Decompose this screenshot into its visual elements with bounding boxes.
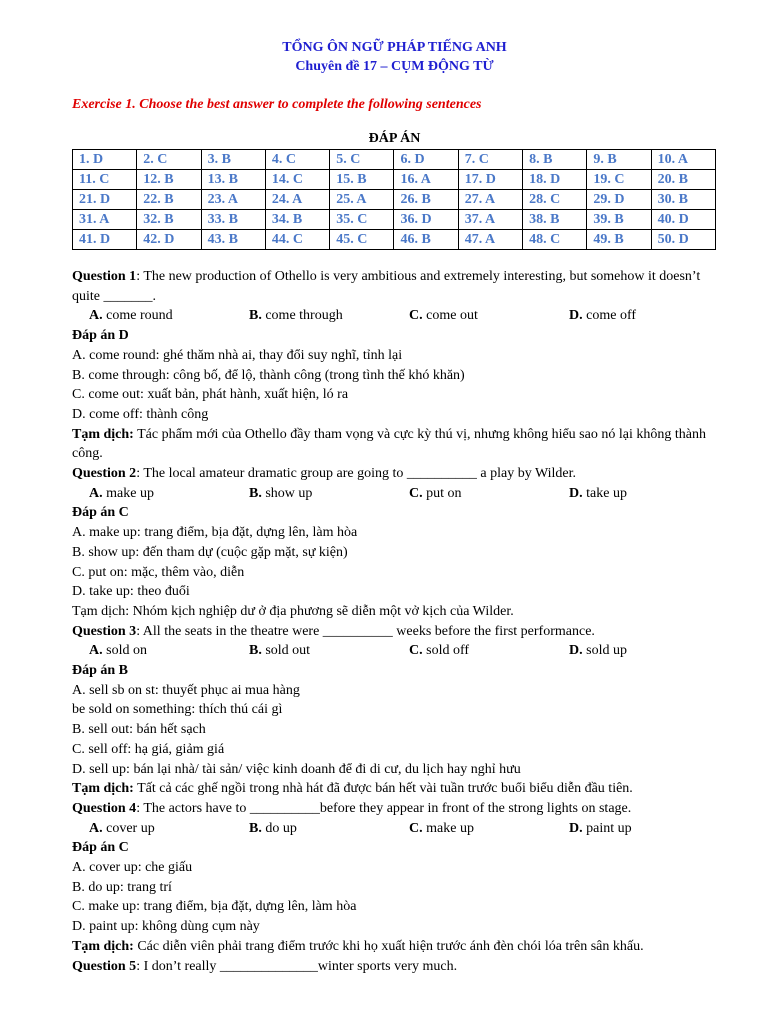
question-4-translation: Tạm dịch: Các diễn viên phải trang điểm trước khi họ xuất hiện trước ánh đèn chói lóa trên sân khấu. <box>72 938 644 954</box>
option-d: D. sold up <box>569 643 627 659</box>
answer-key-cell: 1. D <box>73 150 137 170</box>
answer-key-cell: 4. C <box>265 150 329 170</box>
document-subtitle: Chuyên đề 17 – CỤM ĐỘNG TỪ <box>295 59 494 74</box>
answer-key-cell: 19. C <box>587 170 651 190</box>
exercise-title: Exercise 1. Choose the best answer to complete the following sentences <box>72 97 482 112</box>
option-a: A. sold on <box>89 643 147 659</box>
question-2-options <box>72 484 717 504</box>
answer-key-cell: 5. C <box>330 150 394 170</box>
answer-key-cell: 36. D <box>394 210 458 230</box>
explanation-line: D. take up: theo đuổi <box>72 584 190 600</box>
answer-key-cell: 9. B <box>587 150 651 170</box>
option-b: B. show up <box>249 485 313 501</box>
question-3-stem <box>72 622 717 642</box>
question-1-options <box>72 306 717 326</box>
answer-key-cell: 31. A <box>73 210 137 230</box>
question-text: : I don’t really ______________winter sports very much. <box>136 958 458 974</box>
answer-key-cell: 15. B <box>330 170 394 190</box>
answer-key-cell: 2. C <box>137 150 201 170</box>
question-3-answer: Đáp án B <box>72 663 129 679</box>
question-2-translation: Tạm dịch: Nhóm kịch nghiệp dư ở địa phương sẽ diễn một vở kịch của Wilder. <box>72 603 514 619</box>
answer-key-row <box>73 170 716 190</box>
answer-key-cell: 16. A <box>394 170 458 190</box>
question-label: Question 3 <box>72 623 137 639</box>
answer-key-cell: 21. D <box>73 190 137 210</box>
answer-key-cell: 30. B <box>651 190 715 210</box>
questions-content <box>72 267 717 976</box>
answer-key-cell: 41. D <box>73 230 137 250</box>
answer-key-table <box>72 149 716 250</box>
question-4-answer: Đáp án C <box>72 840 129 856</box>
answer-key-cell: 43. B <box>201 230 265 250</box>
question-text: : The new production of Othello is very ambitious and extremely interesting, but somehow it doesn’t quite _______. <box>72 269 701 304</box>
question-2-answer: Đáp án C <box>72 505 129 521</box>
option-b: B. sold out <box>249 643 311 659</box>
answer-key-row <box>73 150 716 170</box>
option-d: D. take up <box>569 485 627 501</box>
answer-key-cell: 18. D <box>523 170 587 190</box>
answer-key-cell: 14. C <box>265 170 329 190</box>
explanation-line: C. put on: mặc, thêm vào, diễn <box>72 564 245 580</box>
answer-key-heading: ĐÁP ÁN <box>368 131 421 146</box>
answer-key-cell: 22. B <box>137 190 201 210</box>
answer-key-cell: 13. B <box>201 170 265 190</box>
answer-key-cell: 10. A <box>651 150 715 170</box>
answer-key-row <box>73 190 716 210</box>
question-5-stem <box>72 957 717 977</box>
option-c: C. sold off <box>409 643 470 659</box>
answer-key-cell: 46. B <box>394 230 458 250</box>
question-text: : All the seats in the theatre were __________ weeks before the first performance. <box>136 623 595 639</box>
option-d: D. come off <box>569 308 637 324</box>
question-1-translation: Tạm dịch: Tác phẩm mới của Othello đầy tham vọng và cực kỳ thú vị, nhưng không hiểu sao nó lại không thành công. <box>72 426 706 462</box>
explanation-line: A. make up: trang điểm, bịa đặt, dựng lên, làm hòa <box>72 525 358 541</box>
question-label: Question 4 <box>72 800 137 816</box>
answer-key-cell: 44. C <box>265 230 329 250</box>
option-c: C. put on <box>409 485 462 501</box>
explanation-line: D. paint up: không dùng cụm này <box>72 919 260 935</box>
answer-key-cell: 33. B <box>201 210 265 230</box>
explanation-line: B. sell out: bán hết sạch <box>72 722 206 738</box>
answer-key-cell: 26. B <box>394 190 458 210</box>
explanation-line: A. come round: ghé thăm nhà ai, thay đổi suy nghĩ, tỉnh lại <box>72 347 403 363</box>
explanation-line: C. sell off: hạ giá, giảm giá <box>72 741 225 757</box>
answer-key-row <box>73 230 716 250</box>
question-label: Question 5 <box>72 958 137 974</box>
question-3-options <box>72 641 717 661</box>
answer-key-cell: 20. B <box>651 170 715 190</box>
answer-key-cell: 35. C <box>330 210 394 230</box>
option-b: B. come through <box>249 308 343 324</box>
explanation-line: A. cover up: che giấu <box>72 860 193 876</box>
explanation-line: C. come out: xuất bản, phát hành, xuất hiện, ló ra <box>72 387 349 403</box>
option-c: C. make up <box>409 820 474 836</box>
explanation-line: D. sell up: bán lại nhà/ tài sản/ việc kinh doanh để đi di cư, du lịch hay nghỉ hưu <box>72 761 521 777</box>
question-2-stem <box>72 464 717 484</box>
explanation-line: B. come through: công bố, để lộ, thành công (trong tình thế khó khăn) <box>72 367 465 383</box>
answer-key-cell: 23. A <box>201 190 265 210</box>
explanation-line: be sold on something: thích thú cái gì <box>72 702 283 718</box>
answer-key-cell: 50. D <box>651 230 715 250</box>
option-b: B. do up <box>249 820 297 836</box>
question-label: Question 1 <box>72 269 137 284</box>
answer-key-row <box>73 210 716 230</box>
explanation-line: A. sell sb on st: thuyết phục ai mua hàng <box>72 682 300 698</box>
answer-key-cell: 47. A <box>458 230 522 250</box>
answer-key-cell: 48. C <box>523 230 587 250</box>
answer-key-cell: 3. B <box>201 150 265 170</box>
question-4-stem <box>72 799 717 819</box>
answer-key-cell: 34. B <box>265 210 329 230</box>
answer-key-cell: 38. B <box>523 210 587 230</box>
answer-key-cell: 37. A <box>458 210 522 230</box>
answer-key-cell: 11. C <box>73 170 137 190</box>
question-3-translation: Tạm dịch: Tất cả các ghế ngồi trong nhà hát đã được bán hết vài tuần trước buổi biểu diễn đầu tiên. <box>72 781 633 797</box>
answer-key-cell: 49. B <box>587 230 651 250</box>
question-text: : The actors have to __________before they appear in front of the strong lights on stage. <box>136 800 632 816</box>
option-a: A. make up <box>89 485 154 501</box>
question-1-stem <box>72 267 717 306</box>
answer-key-cell: 32. B <box>137 210 201 230</box>
explanation-line: C. make up: trang điểm, bịa đặt, dựng lên, làm hòa <box>72 899 357 915</box>
answer-key-cell: 39. B <box>587 210 651 230</box>
explanation-line: B. show up: đến tham dự (cuộc gặp mặt, sự kiện) <box>72 544 348 560</box>
answer-key-cell: 8. B <box>523 150 587 170</box>
answer-key-cell: 28. C <box>523 190 587 210</box>
explanation-line: B. do up: trang trí <box>72 879 172 895</box>
question-label: Question 2 <box>72 466 137 482</box>
question-4-options <box>72 819 717 839</box>
answer-key-cell: 6. D <box>394 150 458 170</box>
answer-key-cell: 7. C <box>458 150 522 170</box>
document-page <box>72 38 717 976</box>
answer-key-cell: 42. D <box>137 230 201 250</box>
option-d: D. paint up <box>569 820 632 836</box>
answer-key-cell: 24. A <box>265 190 329 210</box>
answer-key-cell: 17. D <box>458 170 522 190</box>
answer-key-cell: 12. B <box>137 170 201 190</box>
document-title: TỔNG ÔN NGỮ PHÁP TIẾNG ANH <box>282 40 507 55</box>
question-1-answer: Đáp án D <box>72 328 129 344</box>
option-a: A. cover up <box>89 820 155 836</box>
answer-key-cell: 40. D <box>651 210 715 230</box>
answer-key-cell: 25. A <box>330 190 394 210</box>
question-text: : The local amateur dramatic group are going to __________ a play by Wilder. <box>136 466 576 482</box>
option-c: C. come out <box>409 308 478 324</box>
answer-key-cell: 27. A <box>458 190 522 210</box>
answer-key-cell: 45. C <box>330 230 394 250</box>
explanation-line: D. come off: thành công <box>72 406 209 422</box>
option-a: A. come round <box>89 308 173 324</box>
answer-key-cell: 29. D <box>587 190 651 210</box>
